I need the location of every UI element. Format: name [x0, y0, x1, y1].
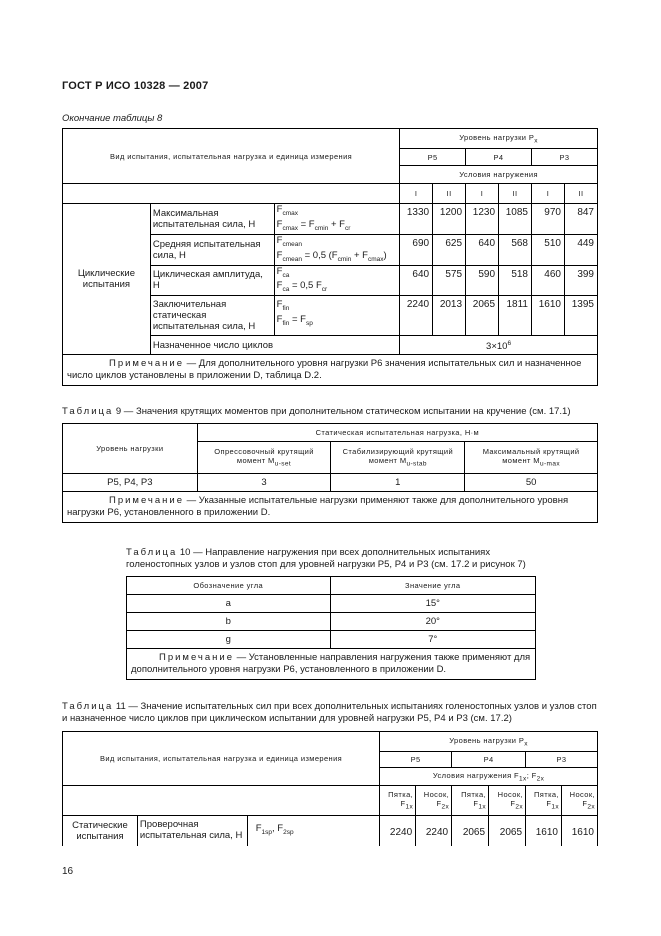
table10-note — [127, 649, 536, 680]
table8-cell: 399 — [564, 265, 597, 296]
table8-roman-6: II — [564, 184, 597, 204]
table8-cell: 449 — [564, 234, 597, 265]
table10-value: 20° — [330, 613, 535, 631]
table8-level-p5: P5 — [400, 149, 466, 166]
table8-cycles-label: Назначенное число циклов — [150, 336, 399, 355]
table11-conditions-text: Условия нагружения F — [432, 770, 520, 780]
table8-cell: 640 — [400, 265, 433, 296]
table8-cycles-exp: 6 — [507, 340, 512, 348]
table-8 — [62, 128, 598, 386]
table11-heel-label: Пятка, — [533, 790, 559, 800]
table-10 — [126, 576, 536, 680]
table9-col-stab-sub: u-stab — [406, 460, 427, 468]
table8-roman-3: I — [466, 184, 499, 204]
table11-heel-label: Пятка, — [388, 790, 414, 800]
table11-level-p3: P3 — [526, 752, 598, 768]
table8-cell: 1395 — [564, 296, 597, 336]
table8-row-name: Средняя испытательная сила, Н — [150, 234, 274, 265]
table9-head-group: Статическая испытательная нагрузка, Н·м — [197, 424, 597, 442]
table9-col-stab — [331, 442, 465, 474]
table8-cell: 518 — [499, 265, 532, 296]
table9-note — [63, 492, 598, 523]
table8-formula-fin: $F_{fin}$ $F_{fin} = F_{sp}$ — [274, 296, 400, 336]
table8-formula-mean: $F_{cmean}$ $F_{cmean} = 0,5$ $(F_{cmin} + F_{cmax})$ — [274, 234, 400, 265]
table8-cell: 2240 — [400, 296, 433, 336]
table11-cell: 2240 — [380, 816, 416, 846]
table9-note-text: — Указанные испытательные нагрузки применяют также для дополнительного уровня нагрузки P6, установленного в приложении D. — [67, 495, 569, 518]
table8-head-left: Вид испытания, испытательная нагрузка и единица измерения — [63, 129, 400, 184]
table9-row-label: P5, P4, P3 — [63, 474, 198, 492]
table8-cell: 970 — [532, 204, 565, 235]
table10-caption-label: Таблица — [126, 547, 178, 558]
table11-conditions: Условия нагружения $F_{1x}$; $F_{2x}$ — [380, 768, 598, 786]
table8-roman-1: I — [400, 184, 433, 204]
table8-cell: 1610 — [532, 296, 565, 336]
table9-cell: 1 — [331, 474, 465, 492]
table9-caption-label: Таблица — [62, 406, 114, 417]
table11-toe-p3: Носок, $F_{2x}$ — [561, 786, 597, 816]
table11-load-level-text: Уровень нагрузки P — [449, 735, 525, 745]
table11-toe-p4: Носок, $F_{2x}$ — [489, 786, 526, 816]
table8-cell: 2013 — [433, 296, 466, 336]
table9-head-left: Уровень нагрузки — [63, 424, 198, 474]
table10-caption — [126, 547, 538, 571]
table11-row-name: Проверочная испытательная сила, Н — [137, 816, 247, 846]
table8-blank-head — [63, 184, 400, 204]
table8-cell: 1200 — [433, 204, 466, 235]
table8-cell: 1330 — [400, 204, 433, 235]
table8-cell: 1811 — [499, 296, 532, 336]
table11-toe-label: Носок, — [569, 790, 595, 800]
table11-group-label: Статические испытания — [63, 816, 138, 846]
table9-col-max-text: Максимальный крутящий момент M — [482, 447, 580, 466]
table11-cell: 2240 — [416, 816, 452, 846]
table10-head-right: Значение угла — [330, 577, 535, 595]
table-9 — [62, 423, 598, 523]
table8-cell: 1085 — [499, 204, 532, 235]
table11-heel-label: Пятка, — [461, 790, 487, 800]
table8-conditions: Условия нагружения — [400, 166, 598, 184]
table8-cell: 690 — [400, 234, 433, 265]
table9-cell: 3 — [197, 474, 331, 492]
table9-col-max — [465, 442, 598, 474]
table9-note-label: Примечание — [109, 495, 184, 506]
table10-head-left: Обозначение угла — [127, 577, 331, 595]
table9-col-set — [197, 442, 331, 474]
table9-col-set-sub: u-set — [274, 460, 292, 468]
table11-caption-label: Таблица — [62, 701, 114, 712]
table8-cycles-value — [400, 336, 598, 355]
table8-cell: 590 — [466, 265, 499, 296]
table11-cell: 1610 — [526, 816, 562, 846]
table9-col-stab-text: Стабилизирующий крутящий момент M — [342, 447, 454, 466]
table8-cell: 510 — [532, 234, 565, 265]
table11-heel-p3: Пятка, $F_{1x}$ — [526, 786, 562, 816]
table11-head-left: Вид испытания, испытательная нагрузка и единица измерения — [63, 732, 380, 786]
table11-cell: 2065 — [489, 816, 526, 846]
table10-angle: b — [127, 613, 331, 631]
table-11 — [62, 731, 598, 846]
table8-level-p3: P3 — [532, 149, 598, 166]
table8-cell: 640 — [466, 234, 499, 265]
table10-caption-text: 10 — Направление нагружения при всех дополнительных испытаниях голеностопных узлов и узлов стоп для уровней нагрузки P5, P4 и P3 (см. 17.2 и рисунок 7) — [126, 547, 526, 570]
table8-load-level-sub: x — [534, 137, 538, 145]
table11-formula: $F_{1sp}$, $F_{2sp}$ — [247, 816, 379, 846]
table11-blank-head — [63, 786, 380, 816]
table8-note-text: — Для дополнительного уровня нагрузки P6 значения испытательных сил и назначенное число циклов установлены в приложении D, таблица D.2. — [67, 358, 582, 382]
table8-row-name: Максимальная испытательная сила, Н — [150, 204, 274, 235]
table8-group-label: Циклические испытания — [63, 204, 151, 355]
table8-roman-5: I — [532, 184, 565, 204]
table11-heel-p4: Пятка, $F_{1x}$ — [452, 786, 489, 816]
page-number: 16 — [62, 866, 74, 877]
table8-level-p4: P4 — [466, 149, 532, 166]
table11-caption — [62, 701, 602, 725]
document-header: ГОСТ Р ИСО 10328 — 2007 — [62, 80, 209, 92]
table11-caption-text: 11 — Значение испытательных сил при всех дополнительных испытаниях голеностопных узлов и узлов стоп и назначенное число циклов при циклическом испытании для уровней нагрузки P5, P4 и P3 (см. 17.2) — [62, 701, 597, 724]
table11-load-level-head — [380, 732, 598, 752]
table8-cell: 568 — [499, 234, 532, 265]
table9-cell: 50 — [465, 474, 598, 492]
table11-cell: 2065 — [452, 816, 489, 846]
table8-cell: 460 — [532, 265, 565, 296]
table8-cell: 625 — [433, 234, 466, 265]
table9-col-set-text: Опрессовочный крутящий момент M — [214, 447, 314, 466]
table9-caption — [62, 406, 602, 418]
table8-continuation-caption: Окончание таблицы 8 — [62, 113, 163, 124]
table8-cell: 1230 — [466, 204, 499, 235]
table8-load-level-head — [400, 129, 598, 149]
table8-row-name: Заключительная статическая испытательная сила, Н — [150, 296, 274, 336]
table8-formula-max: $F_{cmax}$ $F_{cmax} = F_{cmin} + F_{cr}$ — [274, 204, 400, 235]
table11-heel-p5: Пятка, $F_{1x}$ — [380, 786, 416, 816]
table10-value: 15° — [330, 595, 535, 613]
table8-roman-4: II — [499, 184, 532, 204]
table8-formula-amp: $F_{ca}$ $F_{ca} = 0,5$ $F_{cr}$ — [274, 265, 400, 296]
table10-note-text: — Установленные направления нагружения также применяют для дополнительного уровня нагрузки P6, установленного в приложении D. — [131, 652, 531, 675]
table11-conditions-sub: 1x — [519, 775, 527, 783]
table11-toe-p5: Носок, $F_{2x}$ — [416, 786, 452, 816]
table11-toe-label: Носок, — [497, 790, 524, 800]
table8-cell: 847 — [564, 204, 597, 235]
table8-roman-2: II — [433, 184, 466, 204]
table11-level-p4: P4 — [452, 752, 526, 768]
table8-note — [63, 355, 598, 386]
table10-value: 7° — [330, 631, 535, 649]
table8-row-name: Циклическая амплитуда, Н — [150, 265, 274, 296]
table10-angle: g — [127, 631, 331, 649]
table9-col-max-sub: u-max — [539, 460, 561, 468]
table10-note-label: Примечание — [159, 652, 234, 663]
table8-cell: 575 — [433, 265, 466, 296]
table8-note-label: Примечание — [109, 358, 184, 370]
table9-caption-text: 9 — Значения крутящих моментов при дополнительном статическом испытании на кручение (см. 17.1) — [113, 406, 571, 417]
table8-cycles-base: 3×10 — [486, 341, 508, 353]
table8-cell: 2065 — [466, 296, 499, 336]
table11-load-level-sub: x — [524, 740, 528, 748]
table8-load-level-text: Уровень нагрузки P — [459, 132, 535, 142]
table11-level-p5: P5 — [380, 752, 452, 768]
table11-cell: 1610 — [561, 816, 597, 846]
table10-angle: a — [127, 595, 331, 613]
table11-toe-label: Носок, — [423, 790, 450, 800]
